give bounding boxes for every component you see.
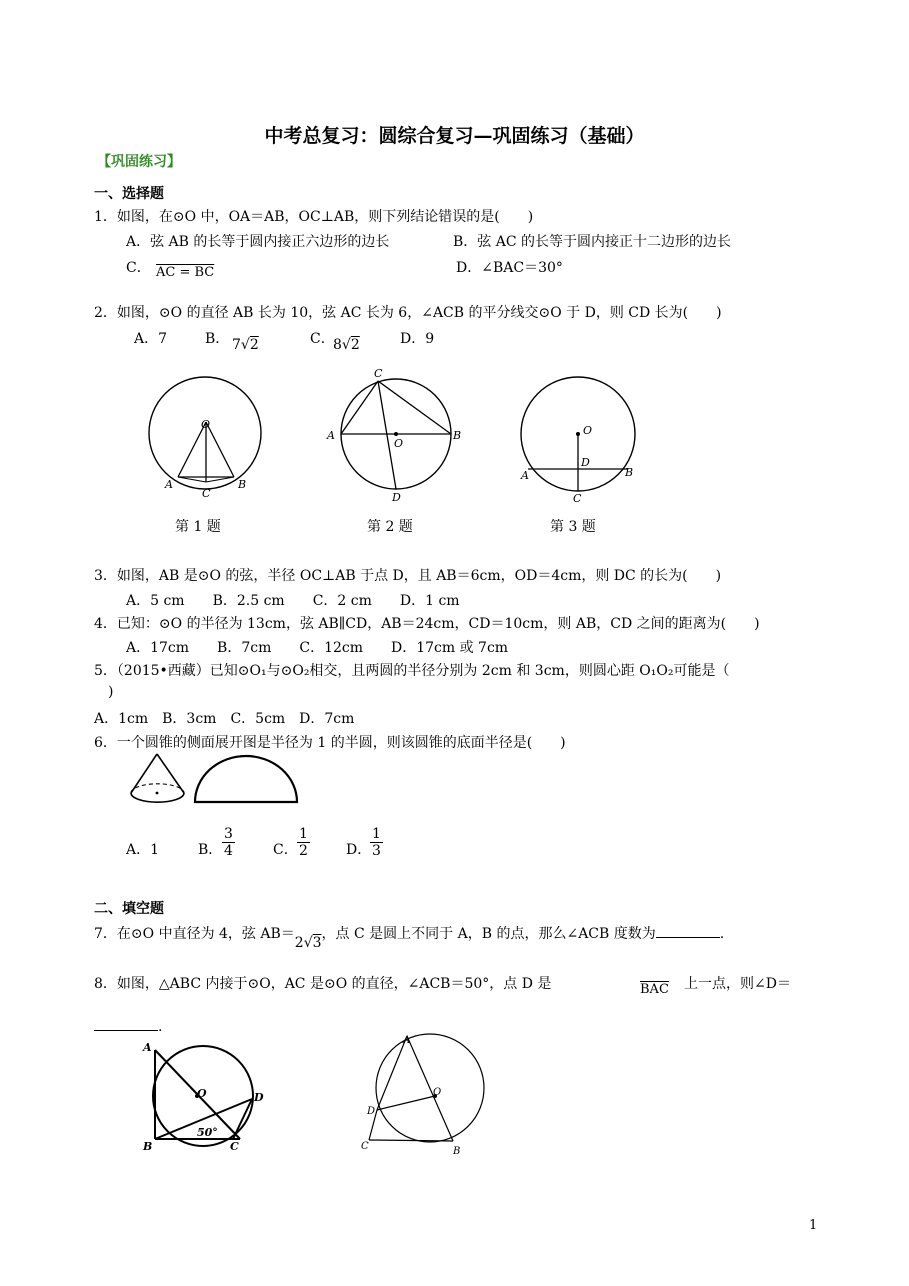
label-o: O: [201, 418, 211, 431]
question-7: [94, 923, 725, 951]
coefficient: 8: [333, 337, 342, 353]
label-b: B: [238, 478, 247, 491]
label-d: D: [254, 1091, 264, 1104]
question-5-stem: 5．（2015•西藏）已知⊙O₁与⊙O₂相交，且两圆的半径分别为 2cm 和 3cm，则圆心距 O₁O₂可能是（: [94, 663, 730, 679]
figure-cone-and-semicircle: [125, 750, 300, 810]
answer-blank[interactable]: [94, 1018, 158, 1031]
question-2-option-b-label: B．: [205, 331, 230, 347]
question-3-options: A．5 cm B．2.5 cm C．2 cm D．1 cm: [126, 593, 460, 609]
label-a: A: [327, 429, 335, 442]
question-2-option-a: A．7: [134, 331, 168, 347]
radicand: 3: [312, 935, 322, 951]
figure-3: [508, 372, 648, 507]
label-d: D: [392, 491, 401, 504]
arc-equation: AC = BC: [156, 265, 215, 280]
question-2-option-c-label: C．: [310, 331, 335, 347]
question-8-line-2: [94, 1018, 162, 1035]
label-b: B: [453, 1146, 461, 1157]
question-3-stem: 3．如图，AB 是⊙O 的弦，半径 OC⊥AB 于点 D，且 AB＝6cm，OD＝4cm，则 DC 的长为( ): [94, 568, 722, 584]
question-4-stem: 4．已知：⊙O 的半径为 13cm，弦 AB∥CD，AB＝24cm，CD＝10cm，则 AB，CD 之间的距离为( ): [94, 616, 760, 632]
question-6-option-b-label: B．: [198, 842, 223, 858]
sqrt-sign: √: [240, 337, 250, 353]
figure-q8: [135, 1036, 270, 1156]
section-heading-fill: 二、填空题: [94, 901, 164, 917]
page-number: 1: [809, 1218, 818, 1233]
figure-3-caption: 第 3 题: [550, 519, 596, 535]
denominator: 3: [372, 843, 381, 860]
question-8-line-1: [94, 973, 551, 993]
label-o: O: [197, 1087, 207, 1100]
label-c: C: [361, 1141, 369, 1152]
section-tag: 【巩固练习】: [97, 154, 181, 170]
question-1-option-b: B．弦 AC 的长等于圆内接正十二边形的边长: [453, 234, 732, 250]
radicand: 2: [350, 337, 360, 353]
numerator: 1: [372, 826, 381, 842]
question-6-option-d-label: D．: [346, 842, 372, 858]
figure-q9: [355, 1030, 495, 1160]
question-2-option-b-value: [232, 337, 259, 353]
question-8-pre: 8．如图，△ABC 内接于⊙O，AC 是⊙O 的直径，∠ACB＝50°，点 D 是: [94, 976, 552, 992]
question-5-options: A．1cm B．3cm C．5cm D．7cm: [94, 711, 355, 727]
question-1-option-d: D．∠BAC＝30°: [456, 260, 563, 276]
question-8-end: .: [158, 1019, 163, 1035]
section-heading-choice: 一、选择题: [94, 186, 164, 202]
denominator: 2: [299, 843, 308, 860]
question-1-option-a: A．弦 AB 的长等于圆内接正六边形的边长: [126, 234, 390, 250]
page-title: 中考总复习：圆综合复习—巩固练习（基础）: [264, 125, 645, 147]
arc-label: $\overline{BAC}$: [640, 982, 669, 997]
question-2-option-d: D．9: [400, 331, 435, 347]
answer-blank[interactable]: [656, 925, 720, 938]
label-c: C: [202, 487, 211, 500]
label-a: A: [403, 1035, 411, 1046]
sqrt-sign: √: [341, 337, 351, 353]
label-a: A: [143, 1041, 152, 1054]
question-2-stem: 2．如图，⊙O 的直径 AB 长为 10，弦 AC 长为 6，∠ACB 的平分线交⊙O 于 D，则 CD 长为( ): [94, 305, 722, 321]
label-b: B: [143, 1140, 153, 1153]
label-o: O: [394, 437, 404, 450]
label-c: C: [374, 367, 383, 380]
question-6-option-c-label: C．: [273, 842, 298, 858]
question-6-option-c-fraction: [297, 826, 310, 859]
label-c: C: [573, 492, 582, 505]
question-4-options: A．17cm B．7cm C．12cm D．17cm 或 7cm: [126, 640, 509, 656]
numerator: 1: [299, 826, 308, 842]
label-b: B: [625, 466, 634, 479]
label-a: A: [521, 469, 529, 482]
label-o: O: [583, 424, 593, 437]
question-1-option-c-expr: [156, 265, 214, 280]
question-6-option-d-fraction: [370, 826, 383, 859]
label-d: D: [581, 456, 590, 469]
question-6-option-b-fraction: [222, 826, 235, 859]
figure-2: [322, 365, 467, 505]
radicand: 2: [249, 337, 259, 353]
question-7-radical: [295, 935, 322, 951]
question-8-post: 上一点，则∠D＝: [684, 976, 791, 992]
question-8-arc: [640, 982, 669, 997]
numerator: 3: [224, 826, 233, 842]
label-a: A: [165, 478, 173, 491]
question-6-option-a: A．1: [126, 842, 160, 858]
figure-1: [140, 370, 270, 505]
label-angle: 50°: [197, 1126, 218, 1139]
figure-2-caption: 第 2 题: [367, 519, 413, 535]
question-7-end: .: [719, 926, 725, 942]
figure-1-caption: 第 1 题: [175, 519, 221, 535]
question-6-stem: 6．一个圆锥的侧面展开图是半径为 1 的半圆，则该圆锥的底面半径是( ): [94, 735, 566, 751]
question-1-stem: 1．如图，在⊙O 中，OA＝AB，OC⊥AB，则下列结论错误的是( ): [94, 209, 534, 225]
question-7-post: ，点 C 是圆上不同于 A，B 的点，那么∠ACB 度数为: [321, 926, 656, 942]
question-7-pre: 7．在⊙O 中直径为 4，弦 AB＝: [94, 926, 295, 942]
label-d: D: [367, 1106, 376, 1117]
question-2-option-c-value: [333, 337, 360, 353]
label-b: B: [453, 429, 462, 442]
sqrt-sign: √: [303, 935, 313, 951]
label-c: C: [230, 1140, 239, 1153]
question-1-option-c-label: C．: [126, 260, 151, 276]
label-o: O: [433, 1087, 442, 1098]
denominator: 4: [224, 843, 233, 860]
coefficient: 2: [294, 935, 304, 951]
question-5-stem-end: ): [108, 684, 114, 700]
coefficient: 7: [232, 337, 241, 353]
